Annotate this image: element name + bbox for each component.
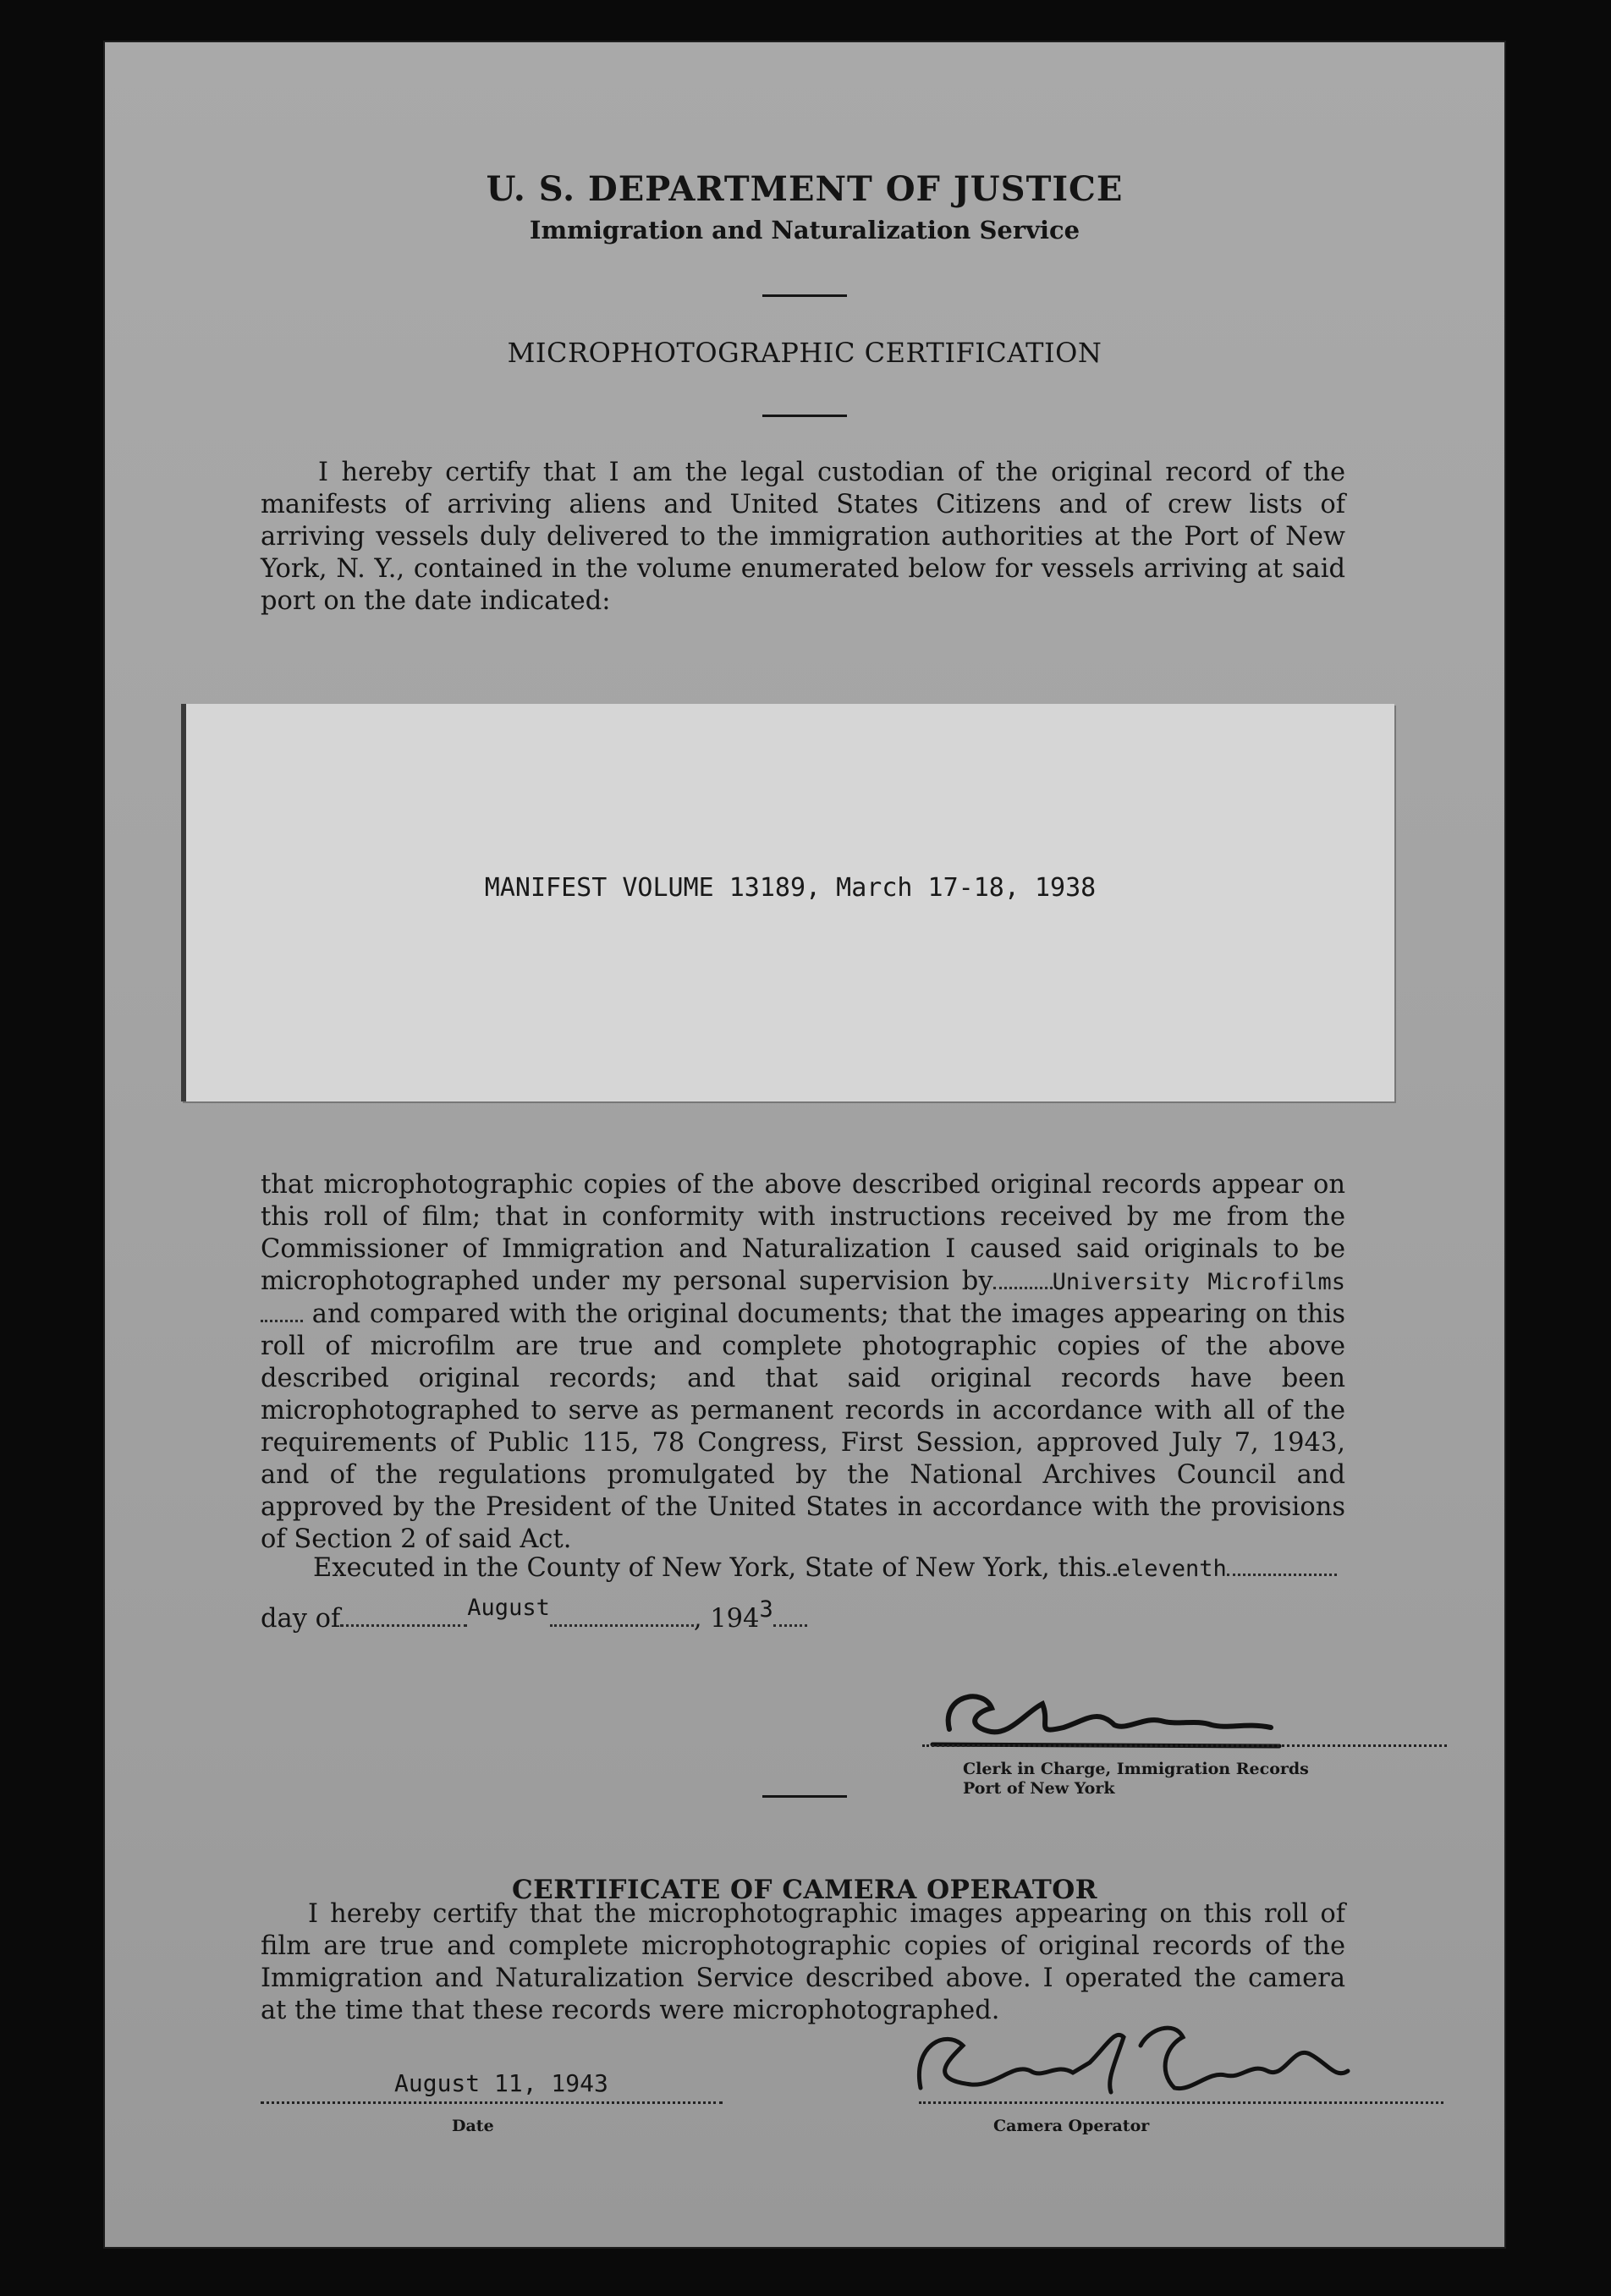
camera-certificate-text: I hereby certify that the microphotographic images appearing on this roll of film are true and complete microphotographic copies of original records of the Immigration and Naturalization Service described above. I operated the camera at the time that these records were microphotographed. [261, 1899, 1345, 2025]
body-paragraph [261, 1169, 1345, 1556]
executed-day: eleventh [1116, 1556, 1227, 1582]
manifest-label-strip [181, 704, 1394, 1101]
date-label: Date [452, 2117, 494, 2135]
camera-operator-signature [895, 2012, 1369, 2113]
clerk-signature-line [922, 1744, 1447, 1747]
certification-title: MICROPHOTOGRAPHIC CERTIFICATION [507, 337, 1102, 369]
day-of-label: day of [261, 1604, 341, 1634]
camera-certificate-title: CERTIFICATE OF CAMERA OPERATOR [511, 1875, 1098, 1905]
camera-operator-label: Camera Operator [993, 2117, 1150, 2135]
executed-line [261, 1553, 1345, 1583]
divider [762, 294, 847, 297]
year-prefix: , 194 [693, 1604, 760, 1634]
divider [762, 415, 847, 417]
camera-operator-line [919, 2101, 1443, 2104]
department-heading: U. S. DEPARTMENT OF JUSTICE [486, 169, 1124, 209]
executed-prefix: Executed in the County of New York, State of New York, this [313, 1553, 1107, 1583]
year-digit: 3 [759, 1596, 773, 1623]
filmed-by-value: University Microfilms [1052, 1269, 1345, 1295]
service-heading: Immigration and Naturalization Service [529, 216, 1080, 244]
manifest-volume-text: MANIFEST VOLUME 13189, March 17-18, 1938 [484, 873, 1097, 903]
date-line [261, 2101, 723, 2104]
intro-paragraph: I hereby certify that I am the legal custodian of the original record of the manifests of arriving aliens and United States Citizens and of crew lists of arriving vessels duly delivered to the immigration authorities at the Port of New York, N. Y., contained in the volume enumerated below for vessels arriving at said port on the date indicated: [261, 458, 1345, 616]
body-paragraph-a: that microphotographic copies of the above described original records appear on this roll of film; that in conformity with instructions received by me from the Commissioner of Immigration and Naturalization I caused said originals to be microphotographed under my personal supervision by [261, 1170, 1345, 1296]
certificate-sheet [103, 41, 1506, 2249]
day-of-line [261, 1595, 1345, 1634]
body-paragraph-b: and compared with the original documents; that the images appearing on this roll of microfilm are true and complete photographic copies of the above described original records; and that said original records have been microphotographed to serve as permanent records in accordance with all of the requirements of Public 115, 78 Congress, First Session, approved July 7, 1943, and of the regulations promulgated by the National Archives Council and approved by the President of the United States in accordance with the provisions of Section 2 of said Act. [261, 1299, 1345, 1554]
camera-date-value: August 11, 1943 [394, 2069, 608, 2097]
divider [762, 1795, 847, 1798]
clerk-signature [915, 1678, 1288, 1755]
clerk-caption: Clerk in Charge, Immigration Records Port of New York [963, 1760, 1309, 1798]
executed-month: August [467, 1595, 550, 1621]
